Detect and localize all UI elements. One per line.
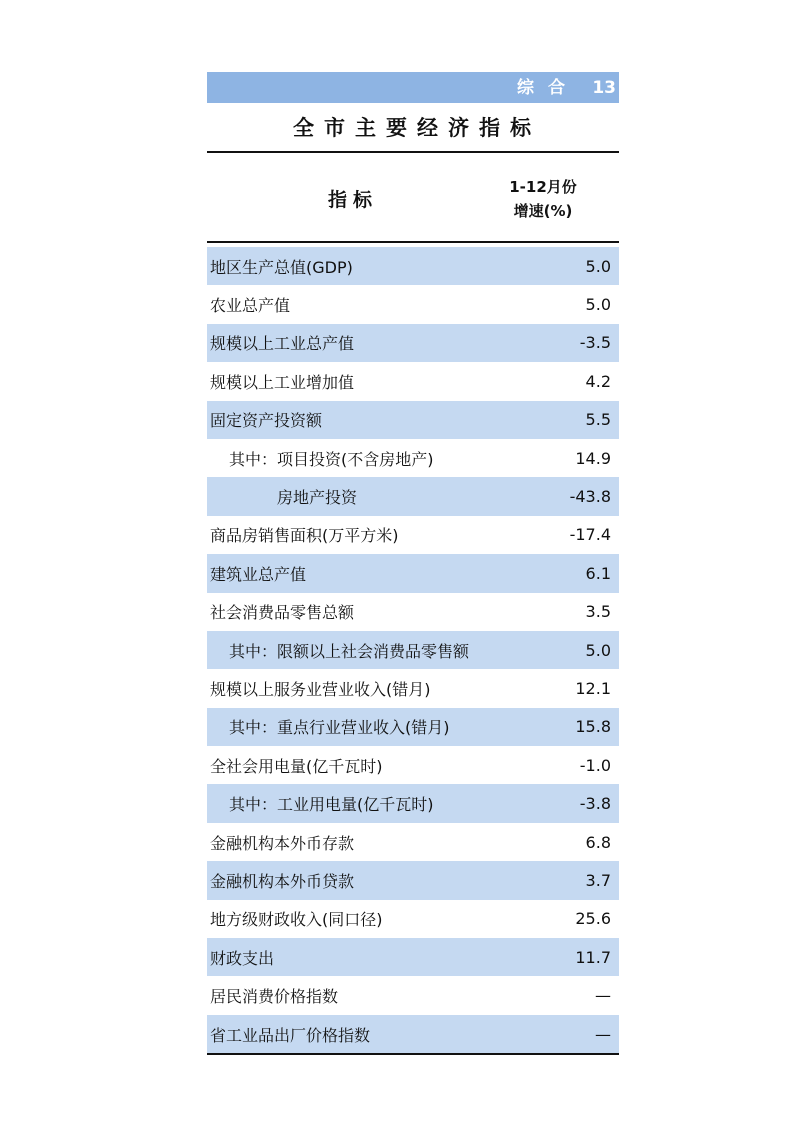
- row-label: 全社会用电量(亿千瓦时): [210, 756, 383, 776]
- table-row: [207, 900, 619, 938]
- row-value: 5.5: [585, 410, 611, 430]
- table-row: [207, 669, 619, 707]
- row-value: -3.8: [579, 794, 611, 814]
- table-row: [207, 285, 619, 323]
- row-label: 省工业品出厂价格指数: [210, 1025, 371, 1045]
- table-row: [207, 631, 619, 669]
- table-header: [207, 153, 619, 243]
- row-label: 农业总产值: [210, 296, 291, 316]
- section-label: 综合: [517, 78, 579, 98]
- page-title: 全市主要经济指标: [207, 103, 619, 153]
- table-row: [207, 439, 619, 477]
- row-label: 其中：工业用电量(亿千瓦时): [229, 795, 434, 815]
- table-row: [207, 746, 619, 784]
- row-label: 社会消费品零售总额: [210, 603, 355, 623]
- table-row: [207, 554, 619, 592]
- row-label: 规模以上工业总产值: [210, 334, 355, 354]
- row-value: -3.5: [579, 333, 611, 353]
- row-label: 房地产投资: [277, 488, 358, 508]
- row-value: 6.1: [585, 563, 611, 583]
- row-value: 4.2: [585, 371, 611, 391]
- row-label: 建筑业总产值: [210, 564, 307, 584]
- table-row: [207, 708, 619, 746]
- table-row: [207, 401, 619, 439]
- row-label: 其中：限额以上社会消费品零售额: [229, 641, 470, 661]
- row-value: -1.0: [579, 755, 611, 775]
- table-row: [207, 823, 619, 861]
- row-label: 固定资产投资额: [210, 411, 323, 431]
- row-value: 14.9: [575, 448, 611, 468]
- table-row: [207, 976, 619, 1014]
- table-row: [207, 324, 619, 362]
- row-value: 5.0: [585, 640, 611, 660]
- row-label: 地区生产总值(GDP): [210, 257, 353, 277]
- table-body: [207, 247, 619, 1053]
- column-header-indicator: 指标: [328, 189, 379, 211]
- row-label: 规模以上服务业营业收入(错月): [210, 679, 431, 699]
- row-value: —: [595, 1024, 611, 1044]
- row-value: 3.7: [585, 870, 611, 890]
- section-header-bar: [207, 72, 619, 103]
- row-label: 居民消费价格指数: [210, 987, 339, 1007]
- table-row: [207, 938, 619, 976]
- page-number: 13: [592, 78, 616, 98]
- row-value: 15.8: [575, 717, 611, 737]
- row-label: 金融机构本外币存款: [210, 833, 355, 853]
- table-bottom-rule: [207, 1053, 619, 1055]
- table-row: [207, 593, 619, 631]
- row-value: -17.4: [569, 525, 611, 545]
- column-header-unit: 增速(%): [513, 202, 573, 220]
- table-row: [207, 1015, 619, 1053]
- column-header-period: 1-12月份: [509, 178, 577, 196]
- row-label: 其中：重点行业营业收入(错月): [229, 718, 450, 738]
- row-label: 其中：项目投资(不含房地产): [229, 449, 434, 469]
- row-label: 规模以上工业增加值: [210, 372, 355, 392]
- row-value: 3.5: [585, 602, 611, 622]
- row-value: 6.8: [585, 832, 611, 852]
- table-row: [207, 477, 619, 515]
- table-row: [207, 362, 619, 400]
- row-value: 5.0: [585, 256, 611, 276]
- row-value: —: [595, 986, 611, 1006]
- column-header-growth: [493, 175, 593, 223]
- row-value: 5.0: [585, 295, 611, 315]
- row-label: 地方级财政收入(同口径): [210, 910, 383, 930]
- row-label: 财政支出: [210, 948, 275, 968]
- row-label: 金融机构本外币贷款: [210, 871, 355, 891]
- row-value: 12.1: [575, 678, 611, 698]
- row-label: 商品房销售面积(万平方米): [210, 526, 399, 546]
- table-row: [207, 861, 619, 899]
- table-row: [207, 516, 619, 554]
- row-value: -43.8: [569, 487, 611, 507]
- indicator-table: [207, 72, 619, 1055]
- table-row: [207, 784, 619, 822]
- row-value: 25.6: [575, 909, 611, 929]
- table-row: [207, 247, 619, 285]
- row-value: 11.7: [575, 947, 611, 967]
